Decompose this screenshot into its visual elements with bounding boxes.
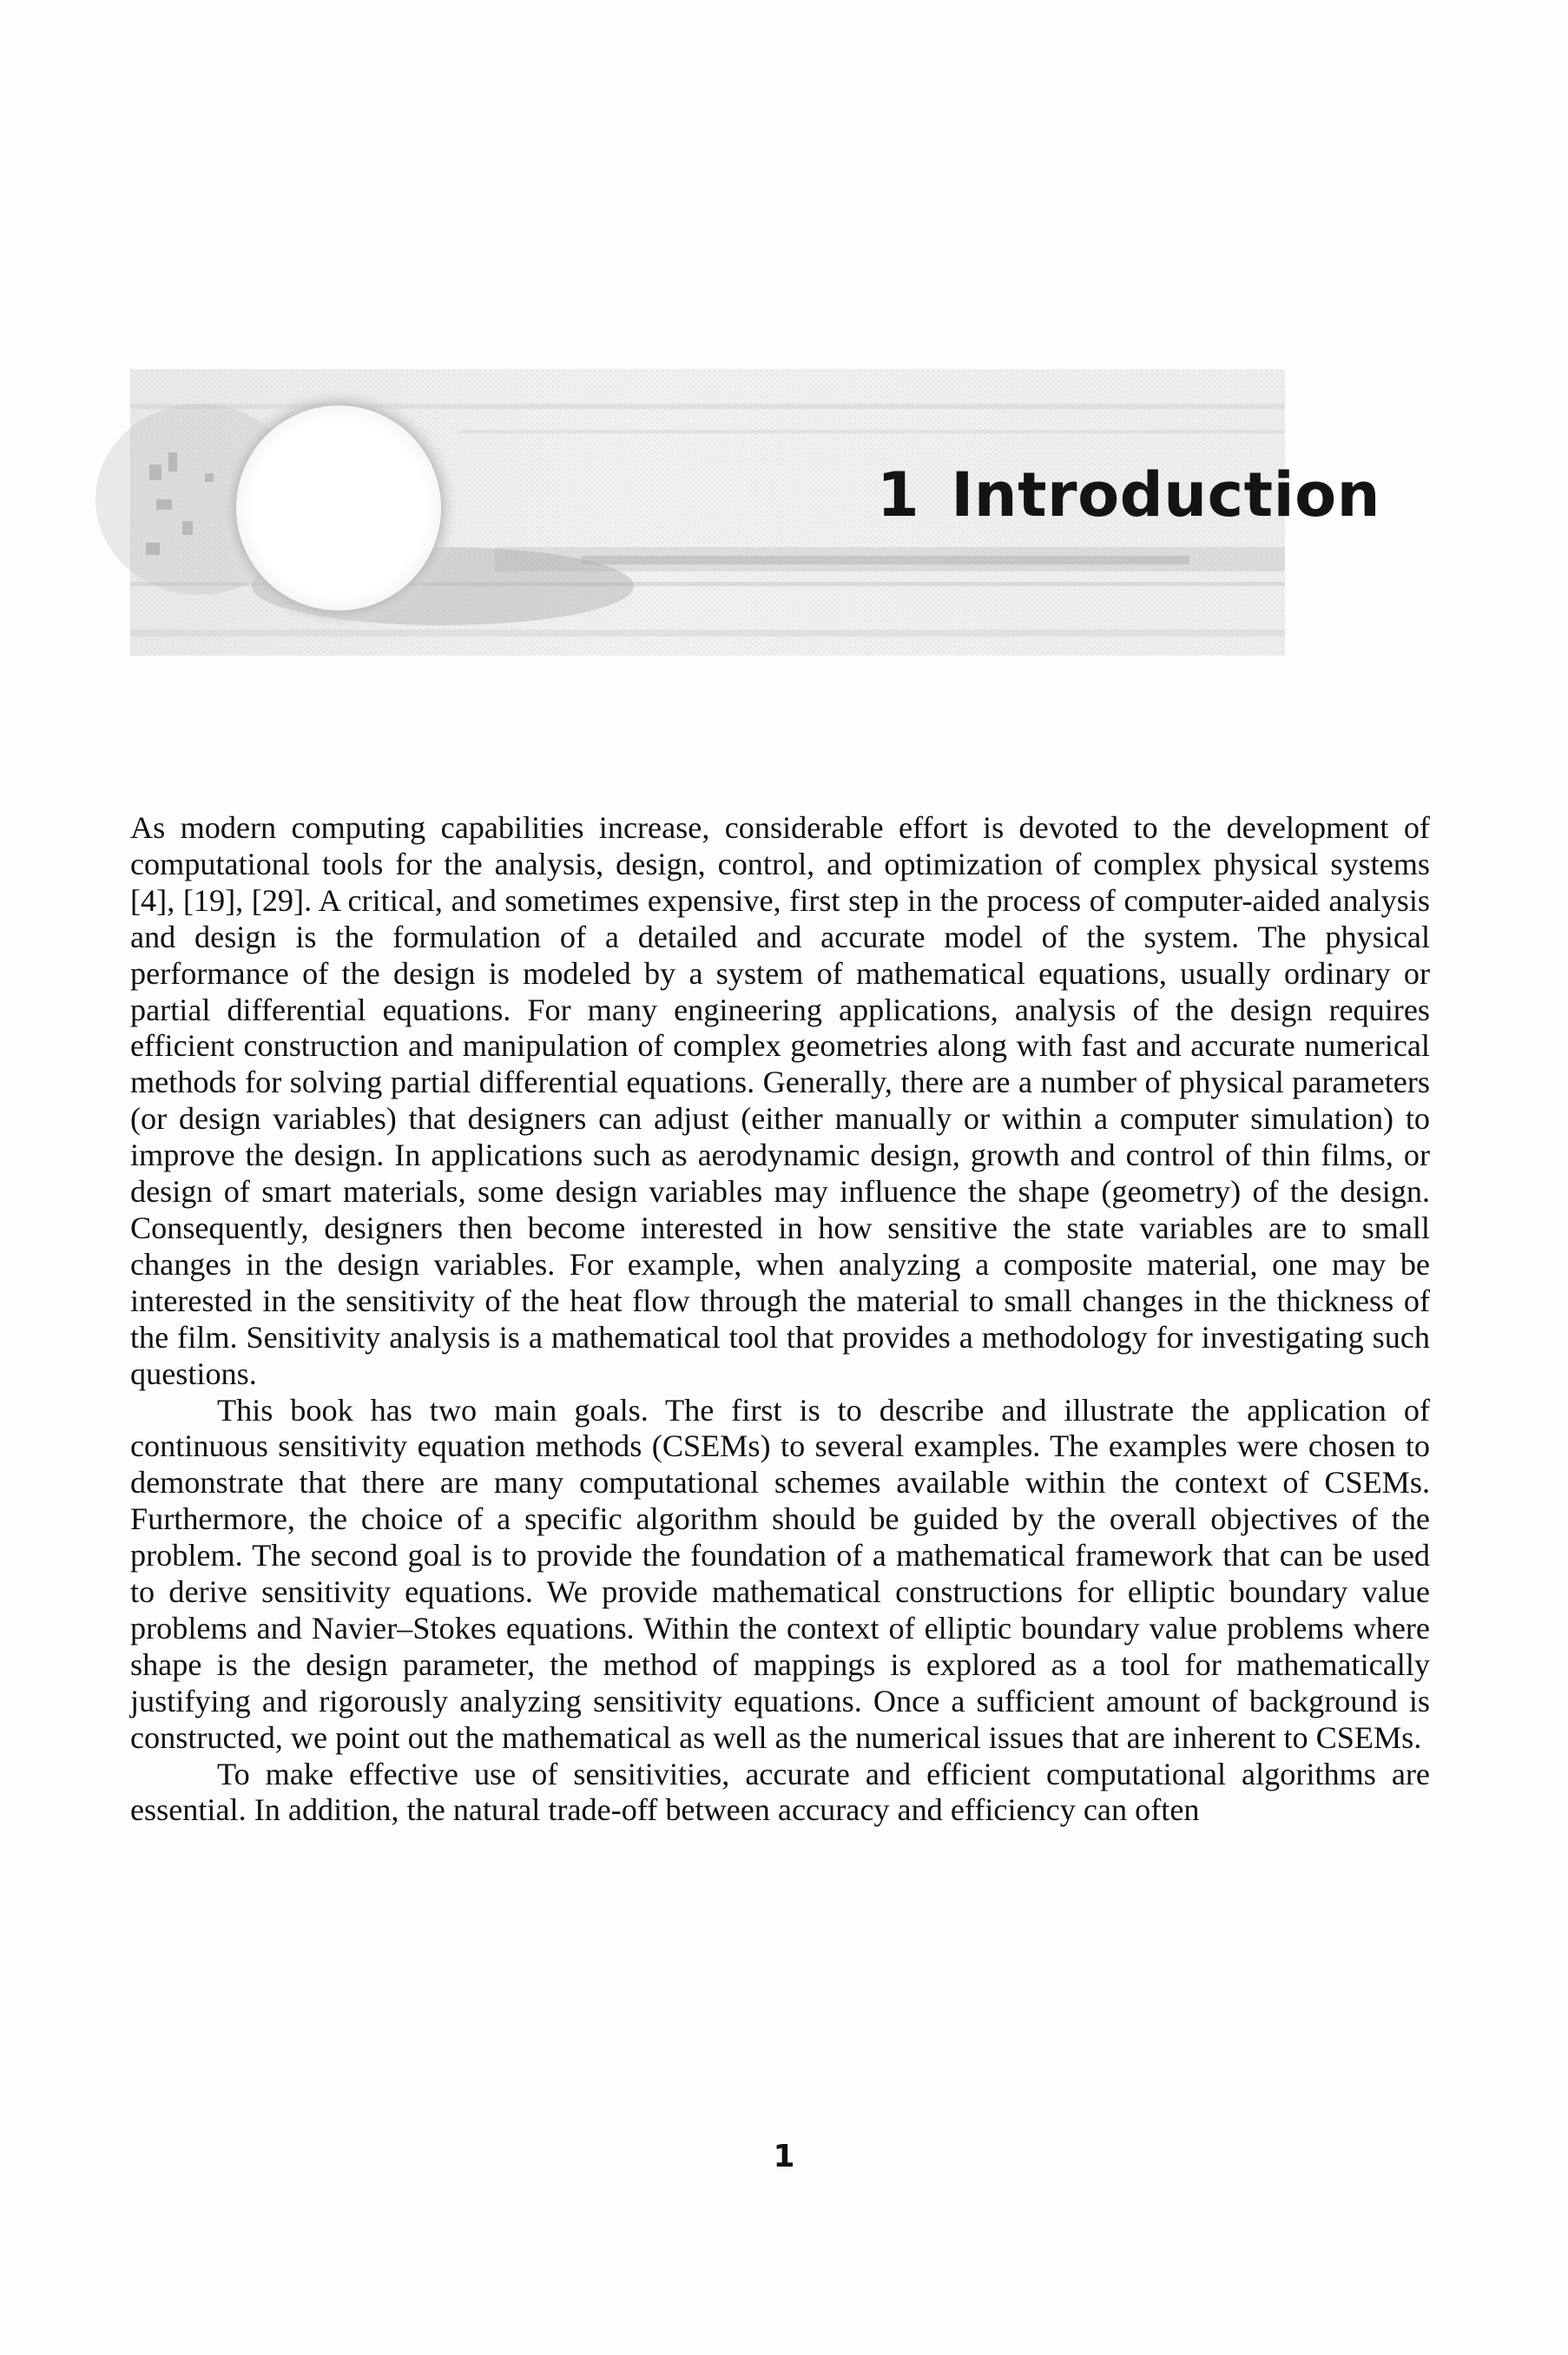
paragraph: As modern computing capabilities increase, considerable effort is devoted to the development of computational tools for the analysis, design, control, and optimization of complex physical systems [4], [19], [29]. A critical, and sometimes expensive, first step in the process of computer-aided analysis and design is the formulation of a detailed and accurate model of the system. The physical performance of the design is modeled by a system of mathematical equations, usually ordinary or partial differential equations. For many engineering applications, analysis of the design requires efficient construction and manipulation of complex geometries along with fast and accurate numerical methods for solving partial differential equations. Generally, there are a number of physical parameters (or design variables) that designers can adjust (either manually or within a computer simulation) to improve the design. In applications such as aerodynamic design, growth and control of thin films, or design of smart materials, some design variables may influence the shape (geometry) of the design. Consequently, designers then become interested in how sensitive the state variables are to small changes in the design variables. For example, when analyzing a composite material, one may be interested in the sensitivity of the heat flow through the material to small changes in the thickness of the film. Sensitivity analysis is a mathematical tool that provides a methodology for investigating such questions.: [130, 810, 1430, 1391]
page-number: 1: [773, 2139, 795, 2174]
chapter-title: [877, 459, 1380, 531]
chapter-number: 1: [877, 459, 920, 531]
chapter-title-text: Introduction: [951, 459, 1380, 531]
chapter-banner: [130, 369, 1380, 656]
paragraph: To make effective use of sensitivities, accurate and efficient computational algorithms are essential. In addition, the natural trade-off between accuracy and efficiency can often: [130, 1756, 1430, 1828]
paragraph: This book has two main goals. The first is to describe and illustrate the application of continuous sensitivity equation methods (CSEMs) to several examples. The examples were chosen to demonstrate that there are many computational schemes available within the context of CSEMs. Furthermore, the choice of a specific algorithm should be guided by the overall objectives of the problem. The second goal is to provide the foundation of a mathematical framework that can be used to derive sensitivity equations. We provide mathematical constructions for elliptic boundary value problems and Navier–Stokes equations. Within the context of elliptic boundary value problems where shape is the design parameter, the method of mappings is explored as a tool for mathematically justifying and rigorously analyzing sensitivity equations. Once a sufficient amount of background is constructed, we point out the mathematical as well as the numerical issues that are inherent to CSEMs.: [130, 1392, 1430, 1755]
chapter-body: [130, 810, 1430, 1829]
